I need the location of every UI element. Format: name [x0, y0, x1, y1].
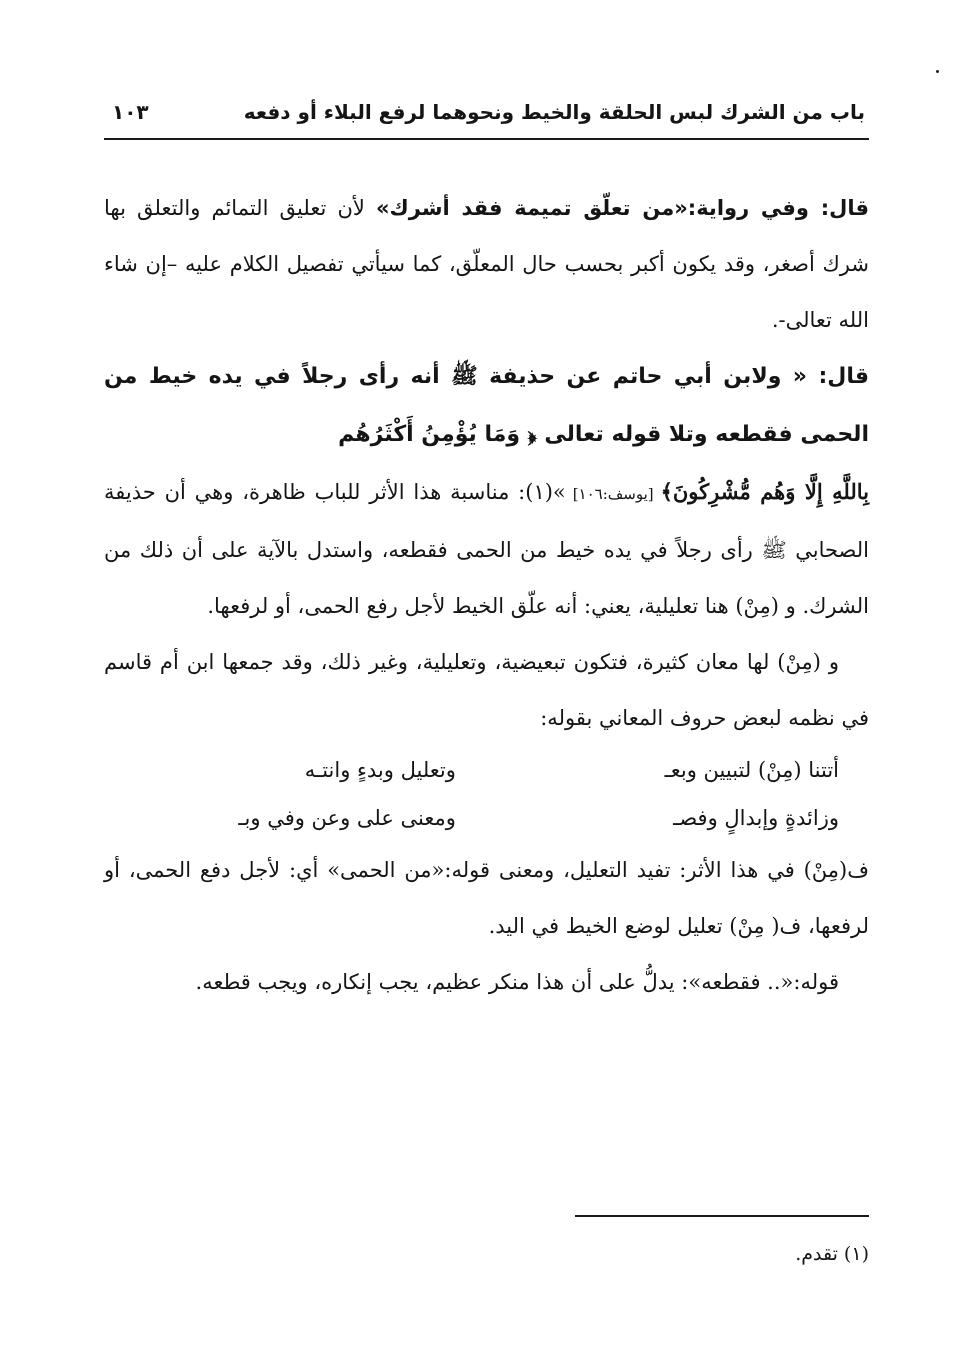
paragraph-lead: قال: وفي رواية:	[687, 196, 869, 220]
poem-hemistich-first: وزائدةٍ وإبدالٍ وفصـ	[673, 806, 839, 830]
paragraph-2	[104, 348, 869, 464]
quran-verse: بِاللَّهِ إِلَّا وَهُم مُّشْرِكُونَ﴾	[660, 479, 869, 504]
paragraph-lead: قال:	[818, 364, 869, 389]
footnote-rule	[575, 1215, 869, 1217]
hadith-quote: «من تعلّق تميمة فقد أشرك»	[375, 196, 688, 220]
paragraph-3	[104, 464, 869, 634]
verse-reference: [يوسف:١٠٦]	[565, 485, 661, 503]
paragraph-4	[104, 634, 869, 746]
header-rule	[104, 138, 869, 140]
page-number: ١٠٣	[112, 100, 149, 124]
paragraph-text: و (مِنْ) لها معان كثيرة، فتكون تبعيضية، وتعليلية، وغير ذلك، وقد جمعها ابن أم قاسم في نظمه لبعض حروف المعاني بقوله:	[104, 650, 869, 730]
scan-dot	[936, 70, 939, 73]
poem	[104, 746, 869, 842]
page-body	[104, 180, 869, 1010]
paragraph-5	[104, 842, 869, 954]
chapter-title: باب من الشرك لبس الحلقة والخيط ونحوهما لرفع البلاء أو دفعه	[243, 100, 865, 124]
footnote: (١) تقدم.	[795, 1243, 869, 1265]
paragraph-text: « ولابن أبي حاتم عن حذيفة ﷺ أنه رأى رجلاً في يده خيط من الحمى فقطعه وتلا قوله تعالى ﴿ وَمَا يُؤْمِنُ أَكْثَرُهُم	[104, 364, 869, 447]
paragraph-1	[104, 180, 869, 348]
poem-line	[104, 746, 869, 794]
paragraph-text: »(١): مناسبة هذا الأثر للباب ظاهرة، وهي أن حذيفة الصحابي ﷺ رأى رجلاً في يده خيط من الحمى فقطعه، واستدل بالآية على أن ذلك من الشرك. و (مِنْ) هنا تعليلية، يعني: أنه علّق الخيط لأجل رفع الحمى، أو لرفعها.	[104, 480, 869, 618]
paragraph-text: قوله:«.. فقطعه»: يدلُّ على أن هذا منكر عظيم، يجب إنكاره، ويجب قطعه.	[195, 970, 839, 994]
poem-hemistich-second: ومعنى على وعن وفي وبـ	[238, 806, 456, 830]
poem-line	[104, 794, 869, 842]
poem-hemistich-second: وتعليل وبدءٍ وانتـه	[304, 758, 456, 782]
paragraph-6	[104, 954, 869, 1010]
poem-hemistich-first: أتتنا (مِنْ) لتبيين وبعـ	[664, 758, 839, 782]
paragraph-text: ف(مِنْ) في هذا الأثر: تفيد التعليل، ومعنى قوله:«من الحمى» أي: لأجل دفع الحمى، أو لرفعها، ف( مِنْ) تعليل لوضع الخيط في اليد.	[104, 858, 869, 938]
paragraph-text: لأن تعليق التمائم والتعلق بها شرك أصغر، وقد يكون أكبر بحسب حال المعلّق، كما سيأتي تفصيل الكلام عليه –إن شاء الله تعالى-.	[104, 196, 869, 332]
